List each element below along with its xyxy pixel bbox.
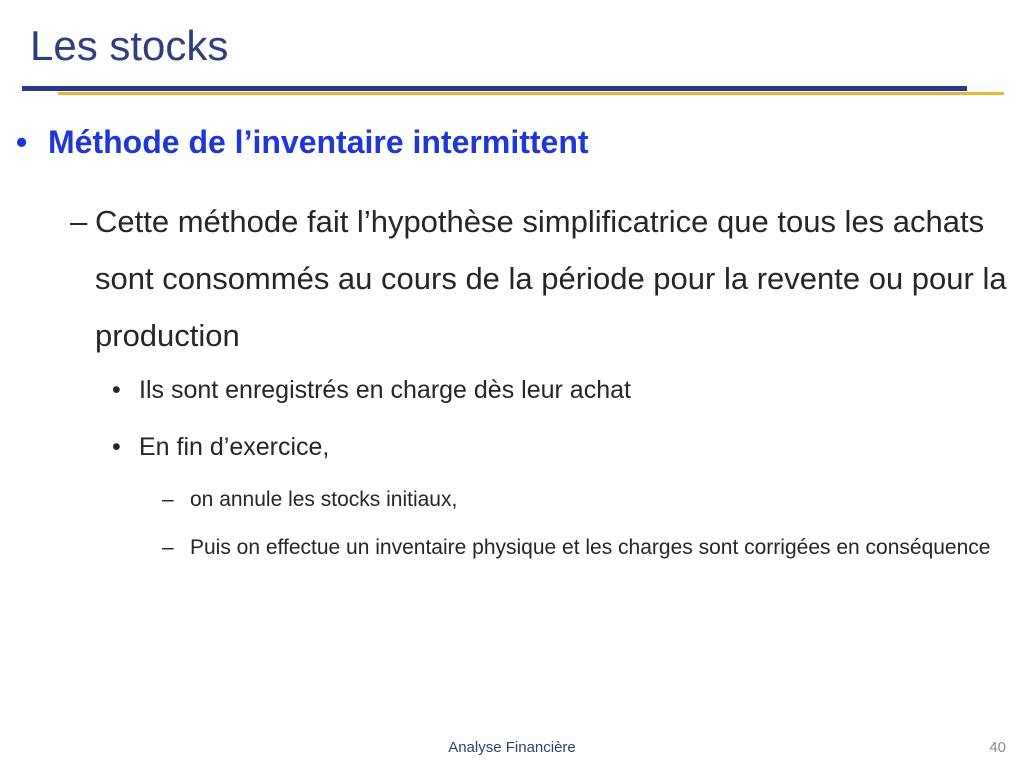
bullet-level4-text: on annule les stocks initiaux, bbox=[190, 488, 458, 511]
bullet-dot-icon: • bbox=[112, 433, 121, 461]
dash-icon: – bbox=[70, 204, 88, 239]
bullet-level2 bbox=[70, 193, 1010, 364]
bullet-level1 bbox=[16, 124, 589, 161]
bullet-dot-icon: • bbox=[112, 376, 121, 404]
dash-icon: – bbox=[162, 488, 174, 511]
bullet-level3-text: Ils sont enregistrés en charge dès leur achat bbox=[139, 376, 631, 404]
bullet-level2-text: Cette méthode fait l’hypothèse simplificatrice que tous les achats sont consommés au cours de la période pour la revente ou pour la production bbox=[95, 204, 1007, 353]
bullet-level4-item bbox=[162, 528, 1022, 568]
dash-icon: – bbox=[162, 536, 174, 559]
bullet-dot-icon: • bbox=[16, 124, 28, 160]
footer-title: Analyse Financière bbox=[448, 739, 576, 756]
slide-title: Les stocks bbox=[30, 22, 229, 69]
page-number: 40 bbox=[989, 739, 1006, 756]
bullet-level4-item bbox=[162, 480, 1002, 520]
bullet-level1-text: Méthode de l’inventaire intermittent bbox=[48, 124, 589, 160]
bullet-level3-item bbox=[112, 376, 631, 405]
bullet-level3-item bbox=[112, 433, 329, 462]
bullet-level4-text: Puis on effectue un inventaire physique et les charges sont corrigées en conséquence bbox=[190, 536, 991, 559]
bullet-level3-text: En fin d’exercice, bbox=[139, 433, 330, 461]
